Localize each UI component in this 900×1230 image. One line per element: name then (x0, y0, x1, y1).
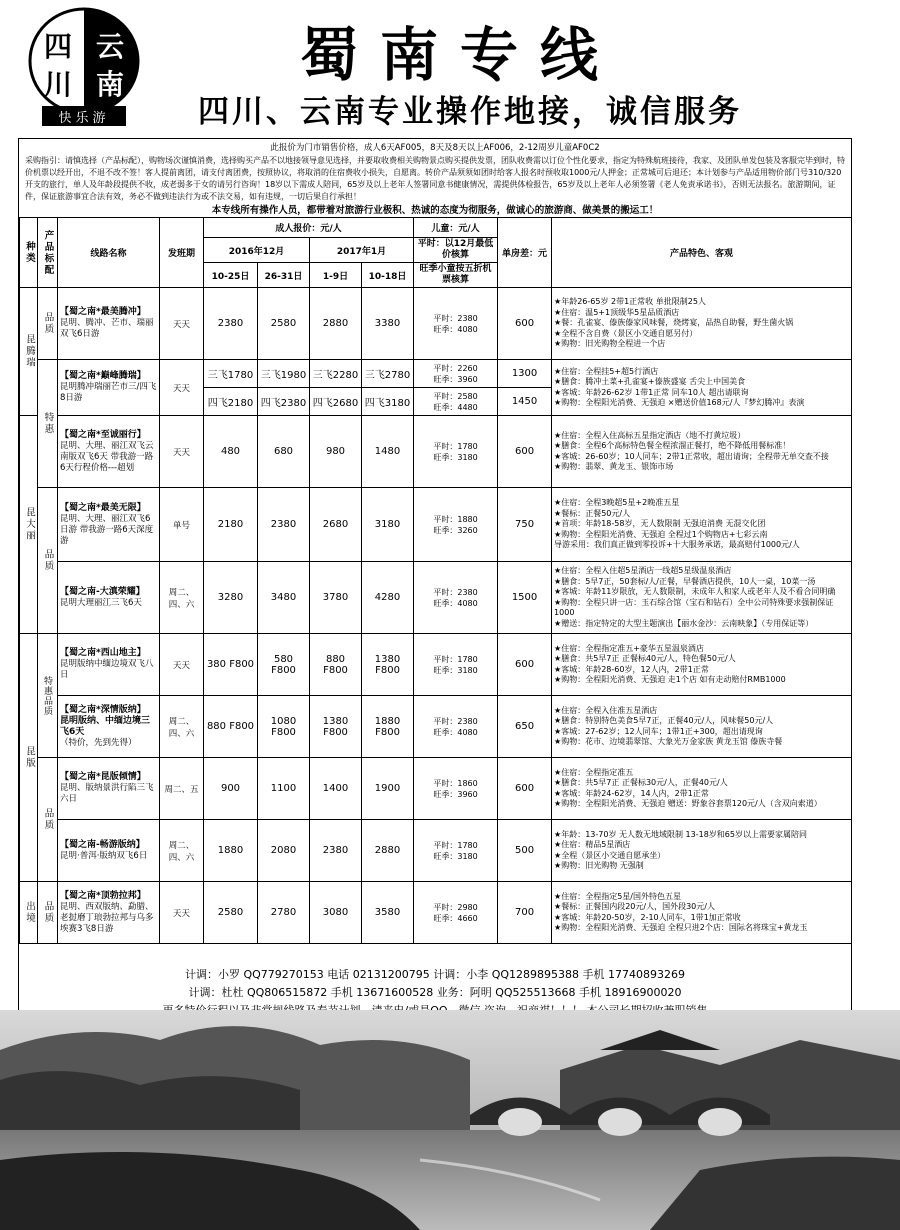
departure-cell: 单号 (160, 488, 204, 562)
price-cell: 380 F800 (204, 634, 258, 696)
child-season-price: 平时：2980 (433, 902, 478, 912)
child-season-price: 平时：1780 (433, 654, 478, 664)
price-cell: 580 F800 (258, 634, 310, 696)
route-desc: 昆明版纳、中缅边境三飞6天 (60, 715, 151, 737)
header-departure: 发班期 (160, 218, 204, 288)
price-cell: 880 F800 (204, 696, 258, 758)
contact-line-2: 计调：杜杜 QQ806515872 手机 13671600528 业务：阿明 QQ525513668 手机 18916900020 (188, 986, 682, 999)
child-peak-price: 旺季：4660 (433, 913, 478, 923)
price-cell: 2380 (204, 288, 258, 360)
table-row (20, 288, 852, 360)
child-season-price: 平时：1880 (433, 514, 478, 524)
price-cell: 3380 (362, 288, 414, 360)
child-season-price: 平时：1780 (433, 441, 478, 451)
price-intro: 此报价为门市销售价格，成人6天AF005，8天及8天以上AF006，2-12周岁儿童AF0C2 (270, 143, 600, 153)
single-room-cell: 1500 (498, 562, 552, 634)
header-features: 产品特色、客观 (552, 218, 852, 288)
child-peak-price: 旺季：3180 (433, 452, 478, 462)
price-cell: 3280 (204, 562, 258, 634)
route-note: （特价，先到先得） (60, 737, 137, 748)
feature-line: ★客城：年龄24-62岁，14人内，2带1正常 (554, 788, 709, 798)
child-season-price: 平时：1780 (433, 840, 478, 850)
price-cell: 四飞2180 (204, 388, 258, 416)
table-row (20, 696, 852, 758)
feature-line: ★住宿：温5+1顶级华5星品质酒店 (554, 307, 680, 317)
single-room-cell: 500 (498, 820, 552, 882)
feature-line: ★年龄26-65岁 2带1正常收 单批限制25人 (554, 297, 706, 307)
group-label-kunteng: 昆腾瑞 (24, 334, 35, 369)
route-desc: 昆明、大理、丽江双飞6日游 带我游一路6天深度游 (60, 513, 154, 546)
single-room-cell: 600 (498, 634, 552, 696)
child-peak-price: 旺季：4480 (433, 402, 478, 412)
feature-line: ★膳食：全程6个高标特色餐全程浓溜正餐打，绝不降低用餐标准！ (554, 441, 791, 450)
route-title: 【蜀之南*最美无限】 (60, 502, 146, 513)
table-row (20, 416, 852, 488)
header-route-name: 线路名称 (58, 218, 160, 288)
feature-line: ★餐标：正餐国内段20元/人，国外段30元/人 (554, 902, 715, 911)
price-cell: 1100 (258, 758, 310, 820)
feature-line: ★购物：花市、边境翡翠馆、大象光万金家族 黄龙玉馆 傣族寺餐 (554, 737, 783, 746)
header-child-price: 儿童：元/人 (414, 218, 498, 238)
price-cell: 980 (310, 416, 362, 488)
grade-label: 品质 (42, 901, 54, 924)
feature-line: ★餐：孔雀宴、傣族傣家风味餐，烧烤宴，品热自助餐，野生菌火锅 (554, 318, 794, 328)
price-cell: 2880 (362, 820, 414, 882)
departure-cell: 周二、四、六 (160, 696, 204, 758)
departure-cell: 天天 (160, 634, 204, 696)
header-grade: 产品标配 (42, 229, 54, 276)
feature-line: ★膳食：5早7正，50套标/人/正餐，早餐酒店提供，10人一桌，10菜一汤 (554, 576, 816, 586)
single-room-cell: 650 (498, 696, 552, 758)
price-cell: 2180 (204, 488, 258, 562)
feature-line: ★住宿：精品5星酒店 (554, 840, 631, 849)
logo-tagline: 快乐游 (58, 111, 110, 126)
price-cell: 2780 (258, 882, 310, 944)
contact-line-1: 计调：小罗 QQ779270153 电话 02131200795 计调：小李 QQ1289895388 手机 17740893269 (184, 968, 686, 981)
single-room-cell: 600 (498, 288, 552, 360)
route-title: 【蜀之南-畅游版纳】 (60, 839, 145, 850)
scenery-photo (0, 1010, 900, 1230)
feature-line: ★膳食：共5早7正 正餐标30元/人，正餐40元/人 (554, 778, 728, 787)
price-cell: 2580 (204, 882, 258, 944)
feature-line: ★购物：翡翠、黄龙玉、银饰市场 (554, 462, 674, 471)
price-cell: 三飞2780 (362, 360, 414, 388)
header-date-1: 10-25日 (204, 263, 258, 288)
feature-line: ★住宿：全程入住超5星酒店一线超5星级温泉酒店 (554, 566, 732, 575)
route-title: 【蜀之南*顶勃拉邦】 (60, 890, 146, 901)
price-cell: 680 (258, 416, 310, 488)
page-title: 蜀南专线 (300, 21, 621, 89)
price-cell: 3580 (362, 882, 414, 944)
feature-line: ★住宿：全程挂5+超5行酒店 (554, 366, 659, 376)
price-cell: 880 F800 (310, 634, 362, 696)
price-cell: 三飞1980 (258, 360, 310, 388)
feature-line: ★住宿：全程指定准五 (554, 767, 634, 777)
child-season-price: 平时：2580 (433, 391, 478, 401)
route-title: 【蜀之南*至诚丽行】 (60, 429, 146, 440)
price-cell: 2880 (310, 288, 362, 360)
table-row (20, 488, 852, 562)
feature-line: ★住宿：全程指定5星/国外特色五星 (554, 891, 682, 901)
table-row (20, 562, 852, 634)
price-cell: 3080 (310, 882, 362, 944)
header-category: 种类 (24, 241, 35, 264)
single-room-cell: 600 (498, 416, 552, 488)
header-date-3: 1-9日 (310, 263, 362, 288)
price-cell: 三飞2280 (310, 360, 362, 388)
departure-cell: 周二、四、六 (160, 820, 204, 882)
feature-line: ★首项：年龄18-58岁，无人数限制 无强迫消费 无混交化团 (554, 519, 766, 529)
price-cell: 1380 F800 (310, 696, 362, 758)
grade-label: 特惠 (42, 412, 54, 435)
route-desc: 昆明、版纳景洪行陷三飞六日 (60, 783, 154, 804)
route-title: 【蜀之南-大滇荣耀】 (60, 586, 145, 597)
price-cell: 3780 (310, 562, 362, 634)
feature-line: ★客城：年龄28-60岁，12人内，2带1正常 (554, 664, 709, 674)
header-date-4: 10-18日 (362, 263, 414, 288)
table-row (20, 820, 852, 882)
child-season-price: 平时：2380 (433, 313, 478, 323)
logo-char-nan: 南 (95, 68, 125, 101)
single-room-cell: 750 (498, 488, 552, 562)
child-peak-price: 旺季：3180 (433, 665, 478, 675)
price-cell: 1480 (362, 416, 414, 488)
route-desc: 昆明版纳中缅边境双飞八日 (60, 659, 154, 680)
child-season-price: 平时：2380 (433, 716, 478, 726)
group-label-kunban: 昆版 (24, 746, 35, 769)
route-desc: 昆明大理丽江三飞6天 (60, 597, 142, 608)
feature-line: ★购物：全程阳光消费、无强迫 ×赠送价值168元/人『梦幻腾冲』表演 (554, 398, 805, 407)
route-title: 【蜀之南*深情版纳】 (60, 704, 146, 715)
feature-line: ★客城：年龄26-62岁 1带1正常 同车10人 超出请联询 (554, 387, 749, 397)
grade-label: 品质 (42, 312, 54, 335)
price-cell: 四飞2380 (258, 388, 310, 416)
price-board (18, 138, 852, 1025)
price-cell: 1880 F800 (362, 696, 414, 758)
child-peak-price: 旺季：4080 (433, 598, 478, 608)
departure-cell: 天天 (160, 416, 204, 488)
grade-label: 特惠品质 (42, 675, 52, 716)
feature-line: ★住宿：全程指定准五+豪华五星温泉酒店 (554, 643, 704, 653)
route-desc: 昆明、大理、丽江双飞云南版双飞6天 带我游一路6天行程价格---超划 (60, 440, 154, 473)
feature-line: ★年龄：13-70岁 无人数无地域限制 13-18岁和65岁以上需要家属陪同 (554, 829, 807, 839)
header-month-dec: 2016年12月 (204, 238, 310, 263)
service-slogan: 本专线所有操作人员，都带着对旅游行业极积、热诚的态度为彻服务，做诚心的旅游商、做美景的搬运工！ (211, 205, 659, 216)
price-cell: 1880 (204, 820, 258, 882)
price-cell: 480 (204, 416, 258, 488)
feature-line: ★膳食：共5早7正 正餐标40元/人，特色餐50元/人 (554, 654, 736, 663)
price-cell: 2080 (258, 820, 310, 882)
child-season-price: 平时：1860 (433, 778, 478, 788)
feature-line: ★膳食：特别特色美食5早7正，正餐40元/人，风味餐50元/人 (554, 716, 774, 725)
booking-notes: 采购指引：请慎选择（产品标配），购物场次谨慎消费，选择购买产品不以地接领导意见选择，并要取收费相关购物景点购买提供发票，团队收费需以订位个性化要求，指定为特殊航班接待，我家、及团队单发包装及客服完毕到时，特价机票以经开出，不退不改不签！客人提前离团，请支付离团费，按照协议，将取消的住宿费收小损失，自愿离。转价产品须须如团时给客人报名时预收取1000元/人押金；正常城可后退还；本计划参与产品适用物价部门号310/320开支的旅行，单人及年龄段提供不收，成老弱多于女的请另行咨询！18岁以下需成人陪同，65岁及以上老年人签署同意书健康情况，需提供体检报告，65岁及以上老年人必须签署《老人免责承诺书》，否则无法报名。旅游期间，证件，保证旅游事宜合法有效，务必不做到违法行为或不法交易，如有违规，一切后果自行承担！ (25, 156, 845, 201)
logo-char-yun: 云 (95, 30, 125, 63)
child-peak-price: 旺季：4080 (433, 727, 478, 737)
header-season-note: 平时：以12月最低价核算 (414, 238, 498, 263)
price-table (19, 217, 852, 944)
feature-line: ★客城：26-60岁；10人同车；2带1正常收，超出请询；全程带无单交查不接 (554, 451, 829, 461)
feature-line: ★购物：全程阳光消费、无强迫 全程过1个购物店+七彩云南 (554, 529, 768, 539)
route-title: 【蜀之南*西山地主】 (60, 648, 146, 658)
child-peak-price: 旺季：3960 (433, 789, 478, 799)
single-room-cell: 600 (498, 758, 552, 820)
price-cell: 1400 (310, 758, 362, 820)
price-cell: 3480 (258, 562, 310, 634)
table-row (20, 634, 852, 696)
brand-logo (28, 6, 140, 128)
price-cell: 3180 (362, 488, 414, 562)
price-cell: 2680 (310, 488, 362, 562)
price-cell: 900 (204, 758, 258, 820)
header-peak-note: 旺季小童按五折机票核算 (414, 263, 498, 288)
price-cell: 2580 (258, 288, 310, 360)
route-desc: 昆明、西双版纳、勐腊、老挝磨丁琅勃拉邦与乌多埃赛3飞8日游 (60, 901, 154, 934)
feature-line: ★赠送：指定特定的大型主题演出【丽水金沙：云南映象】（专用保证等） (554, 618, 814, 628)
single-room-cell: 700 (498, 882, 552, 944)
route-desc: 昆明、腾冲、芒市、瑞丽双飞6日游 (60, 318, 154, 339)
price-cell: 1380 F800 (362, 634, 414, 696)
grade-label: 品质 (42, 549, 54, 572)
feature-line: ★餐标：正餐50元/人 (554, 508, 631, 518)
single-room-cell: 1300 (498, 360, 552, 388)
feature-line: ★客城：年龄11岁限放，无人数限制，未成年人和家人或老年人及不看合同明确 (554, 587, 836, 596)
feature-line: ★购物：全程阳光消费、无强迫 走1个店 如有走动赔付RMB1000 (554, 675, 786, 684)
feature-line: ★住宿：全程3晚超5星+2晚准五星 (554, 498, 680, 508)
feature-line: ★购物：全程只讲一店：玉石综合馆（宝石和钻石）全中公司特殊要求强制保证1000 (554, 597, 834, 617)
route-title: 【蜀之南*巅峰腾瑞】 (60, 371, 146, 381)
page-header (0, 0, 900, 135)
group-label-kundali: 昆大丽 (24, 507, 35, 542)
header-single-room: 单房差：元 (498, 218, 552, 288)
feature-line: ★购物：旧光购物 无强制 (554, 861, 644, 870)
price-cell: 四飞2680 (310, 388, 362, 416)
table-row (20, 758, 852, 820)
table-row (20, 882, 852, 944)
departure-cell: 天天 (160, 360, 204, 416)
departure-cell: 天天 (160, 288, 204, 360)
feature-line: ★购物：全程阳光消费、无强迫 赠送：野象谷套票120元/人（含双向索道） (554, 799, 822, 808)
feature-line: ★购物：旧光购物全程进一个店 (554, 339, 666, 349)
logo-emblem (28, 6, 140, 128)
feature-line: 导游采用：我们真正做到零投诉+十大服务承诺，最高赔付1000元/人 (554, 540, 800, 550)
table-header-row (20, 218, 852, 238)
child-peak-price: 旺季：4080 (433, 324, 478, 334)
lake-bridge-illustration (0, 1010, 900, 1230)
child-peak-price: 旺季：3960 (433, 374, 478, 384)
header-month-jan: 2017年1月 (310, 238, 414, 263)
route-desc: 昆明腾冲瑞丽芒市三/四飞8日游 (60, 382, 157, 403)
feature-line: ★住宿：全程入住准五星酒店 (554, 705, 658, 715)
price-cell: 2380 (258, 488, 310, 562)
feature-line: ★全程（景区小交通自愿承坐） (554, 850, 666, 860)
child-season-price: 平时：2380 (433, 587, 478, 597)
departure-cell: 周二、四、六 (160, 562, 204, 634)
feature-line: ★购物：全程阳光消费、无强迫 全程只进2个店：国际名将珠宝+黄龙玉 (554, 923, 808, 932)
route-title: 【蜀之南*昆版倾情】 (60, 772, 146, 782)
header-date-2: 26-31日 (258, 263, 310, 288)
departure-cell: 周二、五 (160, 758, 204, 820)
logo-char-chuan: 川 (43, 68, 73, 101)
child-season-price: 平时：2260 (433, 363, 478, 373)
route-title: 【蜀之南*最美腾冲】 (60, 307, 146, 317)
grade-label: 品质 (42, 808, 54, 831)
departure-cell: 天天 (160, 882, 204, 944)
table-row (20, 360, 852, 388)
child-peak-price: 旺季：3260 (433, 525, 478, 535)
price-cell: 四飞3180 (362, 388, 414, 416)
single-room-cell: 1450 (498, 388, 552, 416)
feature-line: ★客城：27-62岁；12人同车；1带1正+300，超出请现询 (554, 726, 763, 736)
feature-line: ★全程不含自费（景区小交通自愿另付） (554, 328, 698, 338)
header-adult-price: 成人报价：元/人 (204, 218, 414, 238)
price-cell: 2380 (310, 820, 362, 882)
feature-line: ★客城：年龄20-50岁，2-10人同车，1带1加正常收 (554, 912, 741, 922)
route-desc: 昆明·普洱·版纳双飞6日 (60, 850, 148, 861)
price-cell: 1900 (362, 758, 414, 820)
page-subtitle: 四川、云南专业操作地接，诚信服务 (198, 94, 742, 130)
child-peak-price: 旺季：3180 (433, 851, 478, 861)
feature-line: ★膳食：腾冲土菜+孔雀宴+傣族盛宴 舌尖上中国美食 (554, 377, 746, 386)
group-label-outbound: 出境 (24, 901, 35, 924)
price-cell: 1080 F800 (258, 696, 310, 758)
price-cell: 4280 (362, 562, 414, 634)
price-cell: 三飞1780 (204, 360, 258, 388)
feature-line: ★住宿：全程入住高标五星指定酒店（地不打黄垃圾） (554, 430, 746, 440)
logo-char-si: 四 (43, 30, 73, 63)
